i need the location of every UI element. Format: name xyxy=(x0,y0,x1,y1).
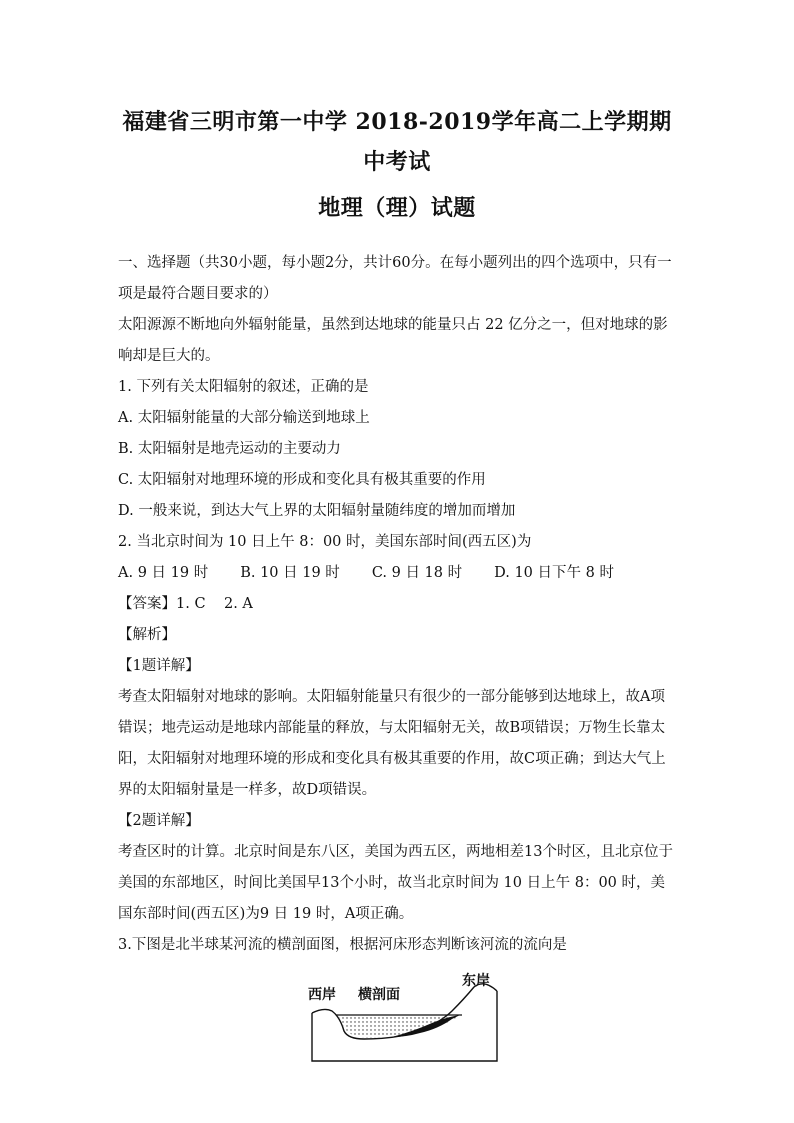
q1-option-d: D. 一般来说，到达大气上界的太阳辐射量随纬度的增加而增加 xyxy=(118,503,516,519)
q2-option-d: D. 10 日下午 8 时 xyxy=(494,565,614,581)
exam-title-line2: 地理（理）试题 xyxy=(318,195,476,221)
q2-options xyxy=(118,558,676,589)
answer-line: 【答案】1. C 2. A xyxy=(118,596,253,612)
question-3: 3.下图是北半球某河流的横剖面图，根据河床形态判断该河流的流向是 xyxy=(118,937,567,953)
question-stem: 太阳源源不断地向外辐射能量，虽然到达地球的能量只占 22 亿分之一，但对地球的影响却是巨大的。 xyxy=(118,317,668,364)
analysis-label: 【解析】 xyxy=(118,627,176,643)
detail-2-text: 考查区时的计算。北京时间是东八区，美国为西五区，两地相差13个时区，且北京位于美国的东部地区，时间比美国早13个小时，故当北京时间为 10 日上午 8：00 时，美国东部时间(西五区)为9 日 19 时，A项正确。 xyxy=(118,844,673,922)
detail-1-text: 考查太阳辐射对地球的影响。太阳辐射能量只有很少的一部分能够到达地球上，故A项错误；地壳运动是地球内部能量的释放，与太阳辐射无关，故B项错误；万物生长靠太阳，太阳辐射对地理环境的形成和变化具有极其重要的作用，故C项正确；到达大气上界的太阳辐射量是一样多，故D项错误。 xyxy=(118,689,666,798)
exam-title-line1: 福建省三明市第一中学 2018-2019学年高二上学期期中考试 xyxy=(122,109,672,175)
cross-section-label: 横剖面 xyxy=(358,987,400,1003)
water-body xyxy=(338,1015,460,1038)
q2-option-b: B. 10 日 19 时 xyxy=(240,565,340,581)
section-intro: 一、选择题（共30小题，每小题2分，共计60分。在每小题列出的四个选项中，只有一项是最符合题目要求的） xyxy=(118,255,672,302)
q1-option-a: A. 太阳辐射能量的大部分输送到地球上 xyxy=(118,410,370,426)
q2-option-c: C. 9 日 18 时 xyxy=(371,565,463,581)
question-1: 1. 下列有关太阳辐射的叙述，正确的是 xyxy=(118,379,369,395)
east-bank-label: 东岸 xyxy=(462,973,490,989)
q1-option-b: B. 太阳辐射是地壳运动的主要动力 xyxy=(118,441,341,457)
detail-1-label: 【1题详解】 xyxy=(118,658,200,674)
question-2: 2. 当北京时间为 10 日上午 8：00 时，美国东部时间(西五区)为 xyxy=(118,534,532,550)
river-cross-section-figure xyxy=(302,973,502,1065)
q1-option-c: C. 太阳辐射对地理环境的形成和变化具有极其重要的作用 xyxy=(118,472,486,488)
detail-2-label: 【2题详解】 xyxy=(118,813,200,829)
q2-option-a: A. 9 日 19 时 xyxy=(118,565,209,581)
west-bank-label: 西岸 xyxy=(308,987,336,1003)
